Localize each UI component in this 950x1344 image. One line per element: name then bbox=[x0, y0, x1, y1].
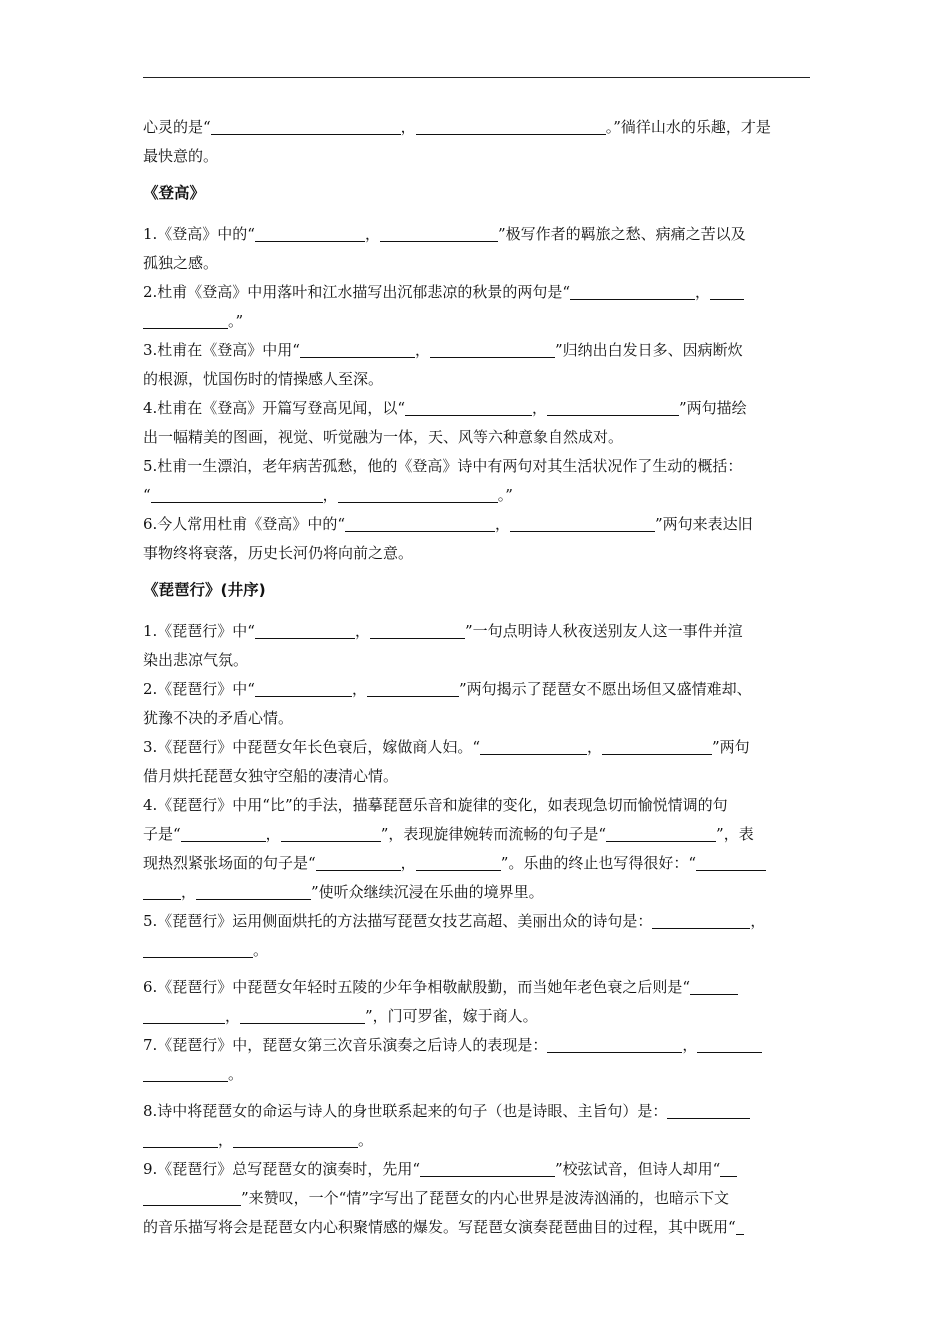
text-line bbox=[143, 1060, 810, 1089]
text-run: ， bbox=[265, 825, 281, 843]
text-line bbox=[143, 907, 810, 936]
answer-blank[interactable] bbox=[720, 1160, 737, 1177]
section-title: 《登高》 bbox=[143, 184, 206, 202]
answer-blank[interactable] bbox=[697, 1036, 762, 1053]
text-run: 事物终将衰落，历史长河仍将向前之意。 bbox=[143, 544, 414, 562]
answer-blank[interactable] bbox=[405, 399, 532, 416]
text-line bbox=[143, 452, 810, 481]
answer-blank[interactable] bbox=[181, 825, 266, 842]
answer-blank[interactable] bbox=[480, 738, 587, 755]
text-line bbox=[143, 791, 810, 820]
answer-blank[interactable] bbox=[316, 854, 401, 871]
question-item bbox=[143, 675, 810, 733]
text-line bbox=[143, 113, 810, 142]
answer-blank[interactable] bbox=[547, 1036, 682, 1053]
answer-blank[interactable] bbox=[736, 1218, 744, 1235]
text-line bbox=[143, 423, 810, 452]
answer-blank[interactable] bbox=[255, 225, 365, 242]
question-item bbox=[143, 907, 810, 965]
text-line bbox=[143, 733, 810, 762]
text-line bbox=[143, 878, 810, 907]
text-line bbox=[143, 1097, 810, 1126]
text-run: ， bbox=[322, 486, 338, 504]
section-title: 《琵琶行》(井序) bbox=[143, 581, 266, 599]
answer-blank[interactable] bbox=[380, 225, 498, 242]
answer-blank[interactable] bbox=[710, 283, 744, 300]
header-rule bbox=[143, 77, 810, 78]
answer-blank[interactable] bbox=[143, 1131, 218, 1148]
answer-blank[interactable] bbox=[151, 486, 323, 503]
answer-blank[interactable] bbox=[143, 1189, 241, 1206]
text-line bbox=[143, 365, 810, 394]
question-item bbox=[143, 336, 810, 394]
text-run: ， bbox=[400, 118, 416, 136]
text-run: 2.《琵琶行》中“ bbox=[143, 680, 255, 698]
text-line bbox=[143, 278, 810, 307]
text-run: 孤独之感。 bbox=[143, 254, 219, 272]
text-run: ， bbox=[750, 912, 766, 930]
text-run: 。” bbox=[228, 312, 244, 330]
text-line bbox=[143, 1155, 810, 1184]
text-run: ”校弦试音，但诗人却用“ bbox=[554, 1160, 721, 1178]
answer-blank[interactable] bbox=[255, 622, 355, 639]
question-item bbox=[143, 733, 810, 791]
text-run: ， bbox=[225, 1007, 241, 1025]
text-run: 犹豫不决的矛盾心情。 bbox=[143, 709, 294, 727]
text-line bbox=[143, 539, 810, 568]
text-line bbox=[143, 704, 810, 733]
text-line bbox=[143, 820, 810, 849]
text-run: 染出悲凉气氛。 bbox=[143, 651, 249, 669]
answer-blank[interactable] bbox=[281, 825, 381, 842]
answer-blank[interactable] bbox=[570, 283, 695, 300]
worksheet-body bbox=[143, 113, 810, 1242]
text-run: ”两句来表达旧 bbox=[655, 515, 753, 533]
text-line bbox=[143, 249, 810, 278]
text-run: 8.诗中将琵琶女的命运与诗人的身世联系起来的句子（也是诗眼、主旨句）是： bbox=[143, 1102, 668, 1120]
text-run: 6.今人常用杜甫《登高》中的“ bbox=[143, 515, 345, 533]
question-item bbox=[143, 394, 810, 452]
question-item bbox=[143, 973, 810, 1031]
text-line bbox=[143, 481, 810, 510]
answer-blank[interactable] bbox=[420, 1160, 555, 1177]
answer-blank[interactable] bbox=[143, 1007, 225, 1024]
spacer bbox=[143, 1089, 810, 1097]
text-line bbox=[143, 1031, 810, 1060]
answer-blank[interactable] bbox=[602, 738, 712, 755]
text-run: ”两句描绘 bbox=[679, 399, 747, 417]
text-run: ， bbox=[364, 225, 380, 243]
answer-blank[interactable] bbox=[240, 1007, 365, 1024]
text-run: ”。乐曲的终止也写得很好：“ bbox=[500, 854, 697, 872]
text-line bbox=[143, 936, 810, 965]
question-item bbox=[143, 278, 810, 336]
question-item bbox=[143, 1031, 810, 1089]
answer-blank[interactable] bbox=[690, 978, 738, 995]
text-line bbox=[143, 1184, 810, 1213]
answer-blank[interactable] bbox=[143, 883, 181, 900]
text-line bbox=[143, 394, 810, 423]
answer-blank[interactable] bbox=[143, 941, 253, 958]
question-item bbox=[143, 452, 810, 510]
text-line bbox=[143, 220, 810, 249]
text-run: ， bbox=[181, 883, 197, 901]
text-run: ， bbox=[494, 515, 510, 533]
text-run: 。” bbox=[497, 486, 513, 504]
text-line bbox=[143, 1213, 810, 1242]
text-line bbox=[143, 675, 810, 704]
text-run: ， bbox=[682, 1036, 698, 1054]
text-line bbox=[143, 1002, 810, 1031]
answer-blank[interactable] bbox=[211, 118, 401, 135]
text-run: 6.《琵琶行》中琵琶女年轻时五陵的少年争相敬献殷勤，而当她年老色衰之后则是“ bbox=[143, 978, 690, 996]
answer-blank[interactable] bbox=[547, 399, 679, 416]
answer-blank[interactable] bbox=[430, 341, 555, 358]
text-run: 心灵的是“ bbox=[143, 118, 211, 136]
question-item bbox=[143, 510, 810, 568]
text-run: 借月烘托琵琶女独守空船的凄清心情。 bbox=[143, 767, 399, 785]
answer-blank[interactable] bbox=[510, 515, 655, 532]
text-line bbox=[143, 510, 810, 539]
text-run: “ bbox=[143, 486, 151, 504]
text-run: 9.《琵琶行》总写琵琶女的演奏时，先用“ bbox=[143, 1160, 420, 1178]
answer-blank[interactable] bbox=[143, 1065, 228, 1082]
text-line bbox=[143, 646, 810, 675]
text-line bbox=[143, 1126, 810, 1155]
question-item bbox=[143, 1097, 810, 1155]
text-run: ， bbox=[218, 1131, 234, 1149]
text-run: ， bbox=[586, 738, 602, 756]
text-run: ， bbox=[351, 680, 367, 698]
text-run: 出一幅精美的图画，视觉、听觉融为一体，天、风等六种意象自然成对。 bbox=[143, 428, 624, 446]
text-run: 最快意的。 bbox=[143, 147, 219, 165]
question-item bbox=[143, 791, 810, 907]
text-run: ”归纳出白发日多、因病断炊 bbox=[555, 341, 743, 359]
text-run: 1.《琵琶行》中“ bbox=[143, 622, 255, 640]
answer-blank[interactable] bbox=[696, 854, 766, 871]
answer-blank[interactable] bbox=[196, 883, 311, 900]
text-run: 4.杜甫在《登高》开篇写登高见闻，以“ bbox=[143, 399, 405, 417]
text-run: 。 bbox=[253, 941, 269, 959]
text-run: 5.杜甫一生漂泊，老年病苦孤愁，他的《登高》诗中有两句对其生活状况作了生动的概括： bbox=[143, 457, 743, 475]
text-run: ”两句 bbox=[712, 738, 750, 756]
text-run: ”极写作者的羁旅之愁、病痛之苦以及 bbox=[498, 225, 746, 243]
answer-blank[interactable] bbox=[652, 912, 750, 929]
text-run: ， bbox=[531, 399, 547, 417]
text-run: ， bbox=[354, 622, 370, 640]
text-run: ， bbox=[694, 283, 710, 301]
answer-blank[interactable] bbox=[667, 1102, 750, 1119]
answer-blank[interactable] bbox=[338, 486, 498, 503]
text-run: 5.《琵琶行》运用侧面烘托的方法描写琵琶女技艺高超、美丽出众的诗句是： bbox=[143, 912, 653, 930]
text-run: ”使听众继续沉浸在乐曲的境界里。 bbox=[311, 883, 544, 901]
text-run: ， bbox=[400, 854, 416, 872]
text-run: 。”徜徉山水的乐趣，才是 bbox=[605, 118, 771, 136]
answer-blank[interactable] bbox=[416, 854, 501, 871]
text-line bbox=[143, 617, 810, 646]
answer-blank[interactable] bbox=[367, 680, 459, 697]
answer-blank[interactable] bbox=[233, 1131, 358, 1148]
text-line bbox=[143, 336, 810, 365]
text-run: 现热烈紧张场面的句子是“ bbox=[143, 854, 316, 872]
text-run: 。 bbox=[228, 1065, 244, 1083]
text-run: 子是“ bbox=[143, 825, 181, 843]
text-run: 2.杜甫《登高》中用落叶和江水描写出沉郁悲凉的秋景的两句是“ bbox=[143, 283, 570, 301]
text-run: ”，门可罗雀，嫁于商人。 bbox=[365, 1007, 538, 1025]
text-run: ”来赞叹，一个“情”字写出了琵琶女的内心世界是波涛汹涌的，也暗示下文 bbox=[241, 1189, 730, 1207]
text-run: ”两句揭示了琵琶女不愿出场但又盛情难却、 bbox=[459, 680, 752, 698]
text-line bbox=[143, 762, 810, 791]
text-run: 3.杜甫在《登高》中用“ bbox=[143, 341, 300, 359]
answer-blank[interactable] bbox=[416, 118, 606, 135]
question-item bbox=[143, 220, 810, 278]
answer-blank[interactable] bbox=[345, 515, 495, 532]
text-run: 7.《琵琶行》中，琵琶女第三次音乐演奏之后诗人的表现是： bbox=[143, 1036, 548, 1054]
text-run: 1.《登高》中的“ bbox=[143, 225, 255, 243]
text-run: 。 bbox=[358, 1131, 374, 1149]
answer-blank[interactable] bbox=[255, 680, 352, 697]
question-item bbox=[143, 1155, 810, 1242]
text-run: ”，表现旋律婉转而流畅的句子是“ bbox=[380, 825, 607, 843]
text-run: ”一句点明诗人秋夜送别友人这一事件并渲 bbox=[465, 622, 743, 640]
spacer bbox=[143, 965, 810, 973]
text-line bbox=[143, 973, 810, 1002]
answer-blank[interactable] bbox=[143, 312, 228, 329]
text-run: 3.《琵琶行》中琵琶女年长色衰后，嫁做商人妇。“ bbox=[143, 738, 480, 756]
text-run: 4.《琵琶行》中用“比”的手法，描摹琵琶乐音和旋律的变化，如表现急切而愉悦情调的句 bbox=[143, 796, 728, 814]
text-run: 的音乐描写将会是琵琶女内心积聚情感的爆发。写琵琶女演奏琵琶曲目的过程，其中既用“ bbox=[143, 1218, 736, 1236]
question-item bbox=[143, 617, 810, 675]
text-run: ”，表 bbox=[716, 825, 754, 843]
answer-blank[interactable] bbox=[300, 341, 415, 358]
text-run: 的根源，忧国伤时的情操感人至深。 bbox=[143, 370, 384, 388]
answer-blank[interactable] bbox=[606, 825, 716, 842]
text-line bbox=[143, 307, 810, 336]
answer-blank[interactable] bbox=[370, 622, 465, 639]
text-run: ， bbox=[414, 341, 430, 359]
text-line bbox=[143, 849, 810, 878]
text-line bbox=[143, 142, 810, 171]
